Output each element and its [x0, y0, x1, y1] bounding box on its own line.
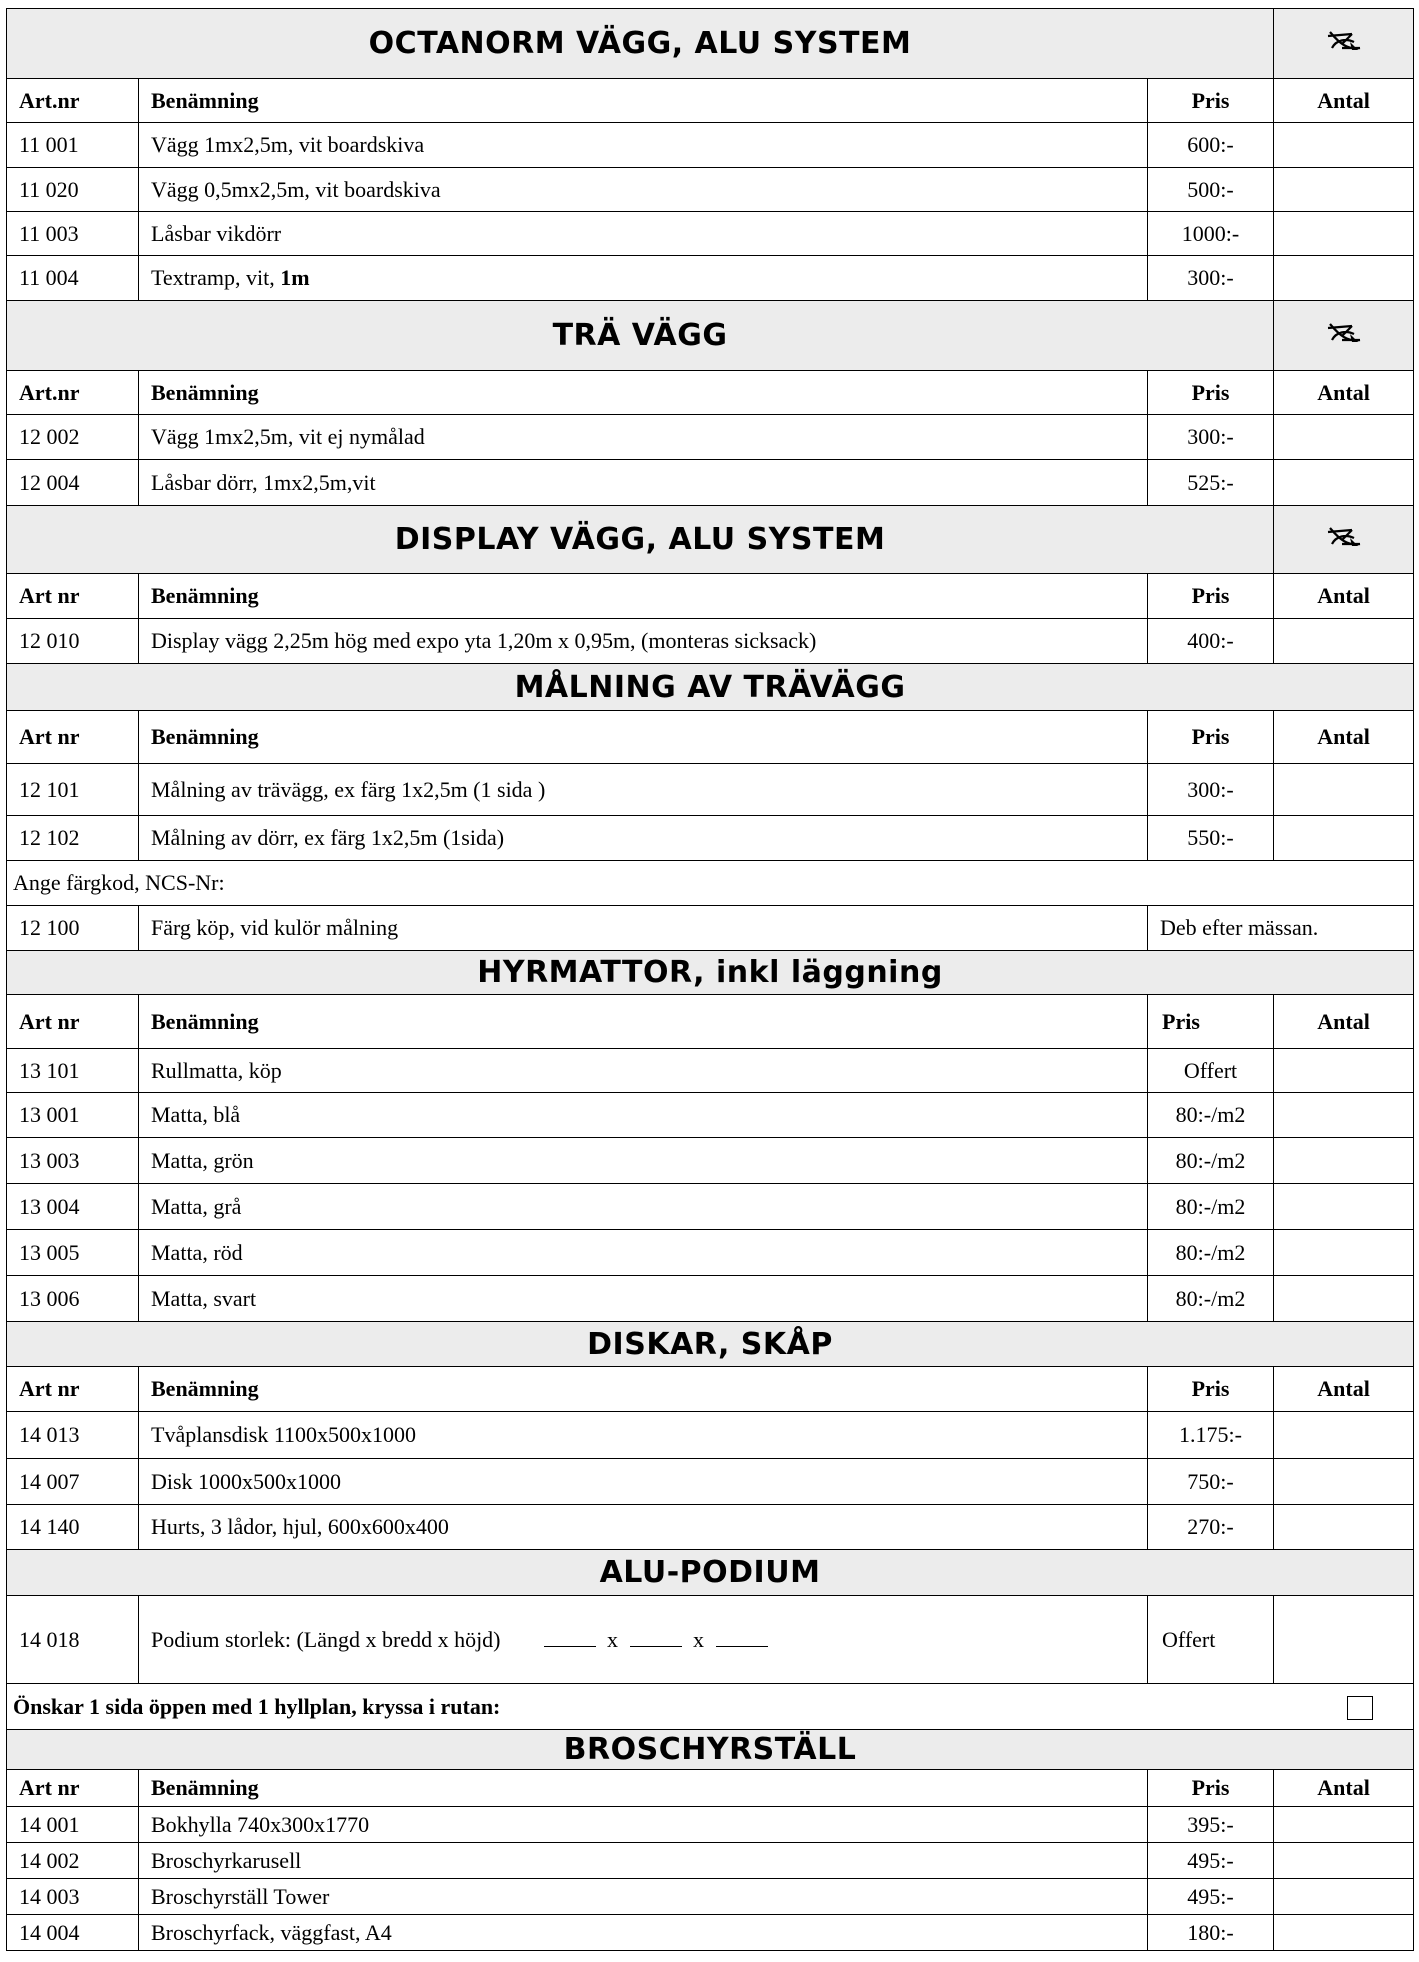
- section-title: OCTANORM VÄGG, ALU SYSTEM: [7, 9, 1274, 79]
- col-art: Art nr: [7, 711, 139, 764]
- art-nr: 14 002: [7, 1843, 139, 1879]
- podium-label: Podium storlek: (Längd x bredd x höjd): [151, 1626, 501, 1652]
- qty-input[interactable]: [1274, 764, 1414, 816]
- item-name: Matta, grön: [139, 1138, 1148, 1184]
- art-nr: 11 004: [7, 256, 139, 301]
- item-price: 300:-: [1148, 415, 1274, 460]
- note-row: [7, 1684, 1414, 1730]
- art-nr: 12 102: [7, 816, 139, 861]
- art-nr: 14 004: [7, 1915, 139, 1951]
- art-nr: 11 001: [7, 123, 139, 168]
- col-price: Pris: [1148, 995, 1274, 1049]
- width-blank[interactable]: [630, 1628, 682, 1647]
- no-write-icon: [1274, 506, 1414, 574]
- art-nr: 13 101: [7, 1049, 139, 1093]
- qty-input[interactable]: [1274, 1138, 1414, 1184]
- item-price: 500:-: [1148, 168, 1274, 212]
- item-name-text: Textramp, vit,: [151, 265, 281, 290]
- art-nr: 14 001: [7, 1807, 139, 1843]
- col-name: Benämning: [139, 79, 1148, 123]
- col-qty: Antal: [1274, 995, 1414, 1049]
- art-nr: 12 004: [7, 460, 139, 506]
- item-price: Offert: [1148, 1049, 1274, 1093]
- shelf-option-note: Önskar 1 sida öppen med 1 hyllplan, kryssa i rutan:: [7, 1684, 1274, 1730]
- item-price: 80:-/m2: [1148, 1138, 1274, 1184]
- col-name: Benämning: [139, 711, 1148, 764]
- col-art: Art nr: [7, 1770, 139, 1807]
- item-name: Bokhylla 740x300x1770: [139, 1807, 1148, 1843]
- table-row: [7, 460, 1414, 506]
- item-price: 80:-/m2: [1148, 1276, 1274, 1322]
- col-price: Pris: [1148, 371, 1274, 415]
- qty-input[interactable]: [1274, 1049, 1414, 1093]
- item-name: [139, 1596, 1148, 1684]
- times-sign: x: [607, 1626, 619, 1652]
- item-name: [139, 256, 1148, 301]
- column-header-row: [7, 1367, 1414, 1412]
- item-price: 80:-/m2: [1148, 1184, 1274, 1230]
- qty-input[interactable]: [1274, 1843, 1414, 1879]
- item-name: Matta, röd: [139, 1230, 1148, 1276]
- no-write-icon: [1274, 9, 1414, 79]
- section-header-podium: [7, 1550, 1414, 1596]
- times-sign: x: [693, 1626, 705, 1652]
- table-row: [7, 1843, 1414, 1879]
- item-price: Offert: [1148, 1596, 1274, 1684]
- item-price: 525:-: [1148, 460, 1274, 506]
- section-title: ALU-PODIUM: [7, 1550, 1414, 1596]
- table-row: [7, 1093, 1414, 1138]
- col-name: Benämning: [139, 995, 1148, 1049]
- art-nr: 14 007: [7, 1459, 139, 1505]
- qty-input[interactable]: [1274, 1230, 1414, 1276]
- item-name: Matta, svart: [139, 1276, 1148, 1322]
- col-name: Benämning: [139, 1367, 1148, 1412]
- table-row: [7, 906, 1414, 951]
- no-write-icon: [1274, 301, 1414, 371]
- shelf-option-cell: [1274, 1684, 1414, 1730]
- section-header-malning: [7, 664, 1414, 711]
- col-name: Benämning: [139, 574, 1148, 619]
- item-price: 395:-: [1148, 1807, 1274, 1843]
- item-price: 270:-: [1148, 1505, 1274, 1550]
- qty-input[interactable]: [1274, 1184, 1414, 1230]
- item-price: 750:-: [1148, 1459, 1274, 1505]
- item-name: Matta, blå: [139, 1093, 1148, 1138]
- section-title: DISPLAY VÄGG, ALU SYSTEM: [7, 506, 1274, 574]
- qty-input[interactable]: [1274, 619, 1414, 664]
- item-price: 600:-: [1148, 123, 1274, 168]
- art-nr: 13 006: [7, 1276, 139, 1322]
- table-row: [7, 1276, 1414, 1322]
- qty-input[interactable]: [1274, 256, 1414, 301]
- column-header-row: [7, 574, 1414, 619]
- item-price: 400:-: [1148, 619, 1274, 664]
- art-nr: 14 013: [7, 1412, 139, 1459]
- art-nr: 14 018: [7, 1596, 139, 1684]
- col-name: Benämning: [139, 1770, 1148, 1807]
- item-name: Display vägg 2,25m hög med expo yta 1,20m x 0,95m, (monteras sicksack): [139, 619, 1148, 664]
- col-art: Art nr: [7, 995, 139, 1049]
- col-name: Benämning: [139, 371, 1148, 415]
- qty-input[interactable]: [1274, 212, 1414, 256]
- item-price: 550:-: [1148, 816, 1274, 861]
- item-name: Broschyrställ Tower: [139, 1879, 1148, 1915]
- col-art: Art nr: [7, 574, 139, 619]
- qty-input[interactable]: [1274, 1459, 1414, 1505]
- section-header-brosch: [7, 1730, 1414, 1770]
- col-art: Art.nr: [7, 79, 139, 123]
- item-name: Matta, grå: [139, 1184, 1148, 1230]
- item-price: 80:-/m2: [1148, 1093, 1274, 1138]
- table-row: [7, 212, 1414, 256]
- qty-input[interactable]: [1274, 1915, 1414, 1951]
- note-row: [7, 861, 1414, 906]
- qty-input[interactable]: [1274, 460, 1414, 506]
- item-name: Tvåplansdisk 1100x500x1000: [139, 1412, 1148, 1459]
- item-name: Vägg 0,5mx2,5m, vit boardskiva: [139, 168, 1148, 212]
- shelf-option-checkbox[interactable]: [1347, 1696, 1373, 1720]
- section-header-octanorm: [7, 9, 1414, 79]
- qty-input[interactable]: [1274, 1596, 1414, 1684]
- col-qty: Antal: [1274, 1367, 1414, 1412]
- section-header-display: [7, 506, 1414, 574]
- item-name: Målning av dörr, ex färg 1x2,5m (1sida): [139, 816, 1148, 861]
- qty-input[interactable]: [1274, 1807, 1414, 1843]
- section-header-tra: [7, 301, 1414, 371]
- table-row: [7, 1879, 1414, 1915]
- qty-input[interactable]: [1274, 168, 1414, 212]
- column-header-row: [7, 371, 1414, 415]
- item-name: Rullmatta, köp: [139, 1049, 1148, 1093]
- section-header-diskar: [7, 1322, 1414, 1367]
- item-name: Färg köp, vid kulör målning: [139, 906, 1148, 951]
- table-row: [7, 415, 1414, 460]
- item-price: 80:-/m2: [1148, 1230, 1274, 1276]
- qty-input[interactable]: [1274, 1276, 1414, 1322]
- art-nr: 12 010: [7, 619, 139, 664]
- table-row: [7, 168, 1414, 212]
- qty-input[interactable]: [1274, 1505, 1414, 1550]
- qty-input[interactable]: [1274, 816, 1414, 861]
- col-art: Art.nr: [7, 371, 139, 415]
- section-title: DISKAR, SKÅP: [7, 1322, 1414, 1367]
- item-price: 495:-: [1148, 1843, 1274, 1879]
- art-nr: 11 020: [7, 168, 139, 212]
- col-price: Pris: [1148, 711, 1274, 764]
- art-nr: 13 003: [7, 1138, 139, 1184]
- art-nr: 14 140: [7, 1505, 139, 1550]
- item-name: Målning av trävägg, ex färg 1x2,5m (1 sida ): [139, 764, 1148, 816]
- length-blank[interactable]: [544, 1628, 596, 1647]
- price-table: [6, 8, 1414, 1951]
- height-blank[interactable]: [716, 1628, 768, 1647]
- item-name: Låsbar vikdörr: [139, 212, 1148, 256]
- item-name: Låsbar dörr, 1mx2,5m,vit: [139, 460, 1148, 506]
- table-row: [7, 1807, 1414, 1843]
- item-price: 180:-: [1148, 1915, 1274, 1951]
- item-price: 300:-: [1148, 764, 1274, 816]
- qty-input[interactable]: [1274, 1879, 1414, 1915]
- art-nr: 13 004: [7, 1184, 139, 1230]
- table-row: [7, 1596, 1414, 1684]
- item-price: 300:-: [1148, 256, 1274, 301]
- art-nr: 13 005: [7, 1230, 139, 1276]
- color-code-note: Ange färgkod, NCS-Nr:: [7, 861, 1414, 906]
- art-nr: 12 002: [7, 415, 139, 460]
- table-row: [7, 1138, 1414, 1184]
- qty-input[interactable]: [1274, 415, 1414, 460]
- col-qty: Antal: [1274, 711, 1414, 764]
- col-price: Pris: [1148, 79, 1274, 123]
- col-qty: Antal: [1274, 79, 1414, 123]
- item-name: Broschyrkarusell: [139, 1843, 1148, 1879]
- item-name: Hurts, 3 lådor, hjul, 600x600x400: [139, 1505, 1148, 1550]
- table-row: [7, 764, 1414, 816]
- section-title: MÅLNING AV TRÄVÄGG: [7, 664, 1414, 711]
- column-header-row: [7, 711, 1414, 764]
- item-name: Disk 1000x500x1000: [139, 1459, 1148, 1505]
- table-row: [7, 256, 1414, 301]
- column-header-row: [7, 995, 1414, 1049]
- price-list-form: [6, 8, 1413, 1951]
- column-header-row: [7, 1770, 1414, 1807]
- art-nr: 12 100: [7, 906, 139, 951]
- table-row: [7, 1184, 1414, 1230]
- item-name: Vägg 1mx2,5m, vit ej nymålad: [139, 415, 1148, 460]
- table-row: [7, 123, 1414, 168]
- table-row: [7, 1230, 1414, 1276]
- col-qty: Antal: [1274, 1770, 1414, 1807]
- item-name: Broschyrfack, väggfast, A4: [139, 1915, 1148, 1951]
- table-row: [7, 1505, 1414, 1550]
- col-price: Pris: [1148, 574, 1274, 619]
- art-nr: 11 003: [7, 212, 139, 256]
- table-row: [7, 1049, 1414, 1093]
- col-qty: Antal: [1274, 574, 1414, 619]
- column-header-row: [7, 79, 1414, 123]
- qty-input[interactable]: [1274, 1093, 1414, 1138]
- col-art: Art nr: [7, 1367, 139, 1412]
- table-row: [7, 1459, 1414, 1505]
- col-qty: Antal: [1274, 371, 1414, 415]
- section-title: TRÄ VÄGG: [7, 301, 1274, 371]
- qty-input[interactable]: [1274, 123, 1414, 168]
- section-header-hyrmattor: [7, 951, 1414, 995]
- table-row: [7, 1915, 1414, 1951]
- col-price: Pris: [1148, 1770, 1274, 1807]
- table-row: [7, 1412, 1414, 1459]
- item-name: Vägg 1mx2,5m, vit boardskiva: [139, 123, 1148, 168]
- item-price: Deb efter mässan.: [1148, 906, 1414, 951]
- col-price: Pris: [1148, 1367, 1274, 1412]
- item-price: 1000:-: [1148, 212, 1274, 256]
- art-nr: 14 003: [7, 1879, 139, 1915]
- section-title: BROSCHYRSTÄLL: [7, 1730, 1414, 1770]
- art-nr: 13 001: [7, 1093, 139, 1138]
- item-name-bold: 1m: [280, 265, 310, 290]
- section-title: HYRMATTOR, inkl läggning: [7, 951, 1414, 995]
- table-row: [7, 816, 1414, 861]
- art-nr: 12 101: [7, 764, 139, 816]
- item-price: 1.175:-: [1148, 1412, 1274, 1459]
- qty-input[interactable]: [1274, 1412, 1414, 1459]
- item-price: 495:-: [1148, 1879, 1274, 1915]
- table-row: [7, 619, 1414, 664]
